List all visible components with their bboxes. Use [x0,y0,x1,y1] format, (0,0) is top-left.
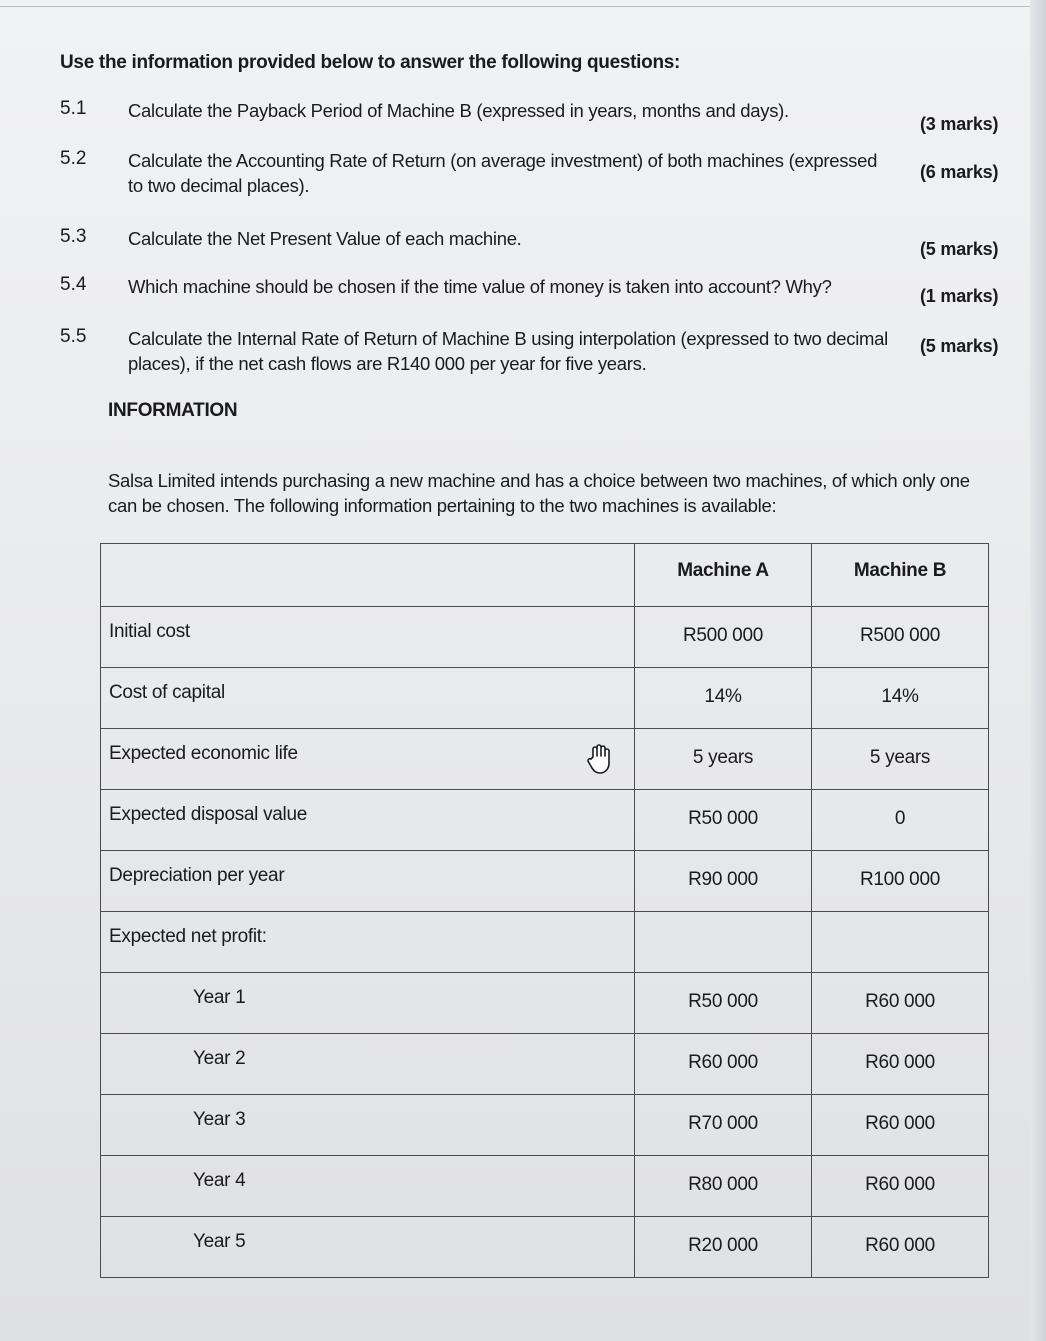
machine-a-value: R20 000 [635,1217,812,1278]
machine-comparison-table [100,543,989,1278]
row-label: Year 3 [101,1095,635,1156]
machine-a-value: R500 000 [635,607,812,668]
machine-b-value: R60 000 [812,973,989,1034]
question-text: Which machine should be chosen if the time value of money is taken into account? Why? [128,276,832,297]
row-label: Cost of capital [101,668,635,729]
row-label-cell [101,729,635,790]
table-row [101,912,989,973]
machine-b-value [812,912,989,973]
table-row [101,1095,989,1156]
machine-b-value: 5 years [812,729,989,790]
machine-a-value: 5 years [635,729,812,790]
table-row [101,790,989,851]
table-row [101,607,989,668]
table-header-row [101,544,989,607]
top-rule [0,6,1046,7]
machine-b-value: 14% [812,668,989,729]
question-marks: (1 marks) [920,286,999,306]
information-heading: INFORMATION [108,400,238,421]
row-label: Expected net profit: [101,912,635,973]
row-label: Year 5 [101,1217,635,1278]
row-label: Expected disposal value [101,790,635,851]
question-number: 5.5 [60,326,87,347]
question-marks: (6 marks) [920,162,999,182]
header-blank [101,544,635,607]
machine-b-value: R60 000 [812,1156,989,1217]
table-row [101,729,989,790]
hand-pointer-icon [586,743,614,775]
machine-a-value: R70 000 [635,1095,812,1156]
question-text: Calculate the Net Present Value of each machine. [128,228,522,249]
machine-b-value: 0 [812,790,989,851]
table-row [101,851,989,912]
machine-a-value: 14% [635,668,812,729]
question-number: 5.2 [60,148,87,169]
question-text: Calculate the Internal Rate of Return of Machine B using interpolation (expressed to two decimal places), if the net cash flows are R140 000 per year for five years. [128,328,888,374]
question-marks: (3 marks) [920,114,999,134]
table-row [101,1156,989,1217]
row-label: Expected economic life [109,743,298,764]
table-row [101,973,989,1034]
row-label: Year 2 [101,1034,635,1095]
machine-a-value [635,912,812,973]
row-label: Initial cost [101,607,635,668]
question-number: 5.3 [60,226,87,247]
machine-a-value: R80 000 [635,1156,812,1217]
machine-b-value: R60 000 [812,1095,989,1156]
question-marks: (5 marks) [920,336,999,356]
table-row [101,1217,989,1278]
header-machine-a: Machine A [635,544,812,607]
question-number: 5.1 [60,98,87,119]
machine-b-value: R500 000 [812,607,989,668]
question-text: Calculate the Payback Period of Machine B (expressed in years, months and days). [128,100,789,121]
machine-b-value: R100 000 [812,851,989,912]
machine-a-value: R50 000 [635,790,812,851]
instruction-heading: Use the information provided below to answer the following questions: [60,52,681,73]
row-label: Year 4 [101,1156,635,1217]
machine-b-value: R60 000 [812,1217,989,1278]
machine-a-value: R90 000 [635,851,812,912]
machine-a-value: R60 000 [635,1034,812,1095]
question-text: Calculate the Accounting Rate of Return (on average investment) of both machines (expressed to two decimal places). [128,150,878,196]
table-row [101,668,989,729]
row-label: Year 1 [101,973,635,1034]
header-machine-b: Machine B [812,544,989,607]
row-label: Depreciation per year [101,851,635,912]
information-intro: Salsa Limited intends purchasing a new machine and has a choice between two machines, of which only one can be chosen. The following information pertaining to the two machines is available: [108,470,970,516]
table-row [101,1034,989,1095]
question-marks: (5 marks) [920,239,999,259]
question-number: 5.4 [60,274,87,295]
machine-b-value: R60 000 [812,1034,989,1095]
machine-a-value: R50 000 [635,973,812,1034]
